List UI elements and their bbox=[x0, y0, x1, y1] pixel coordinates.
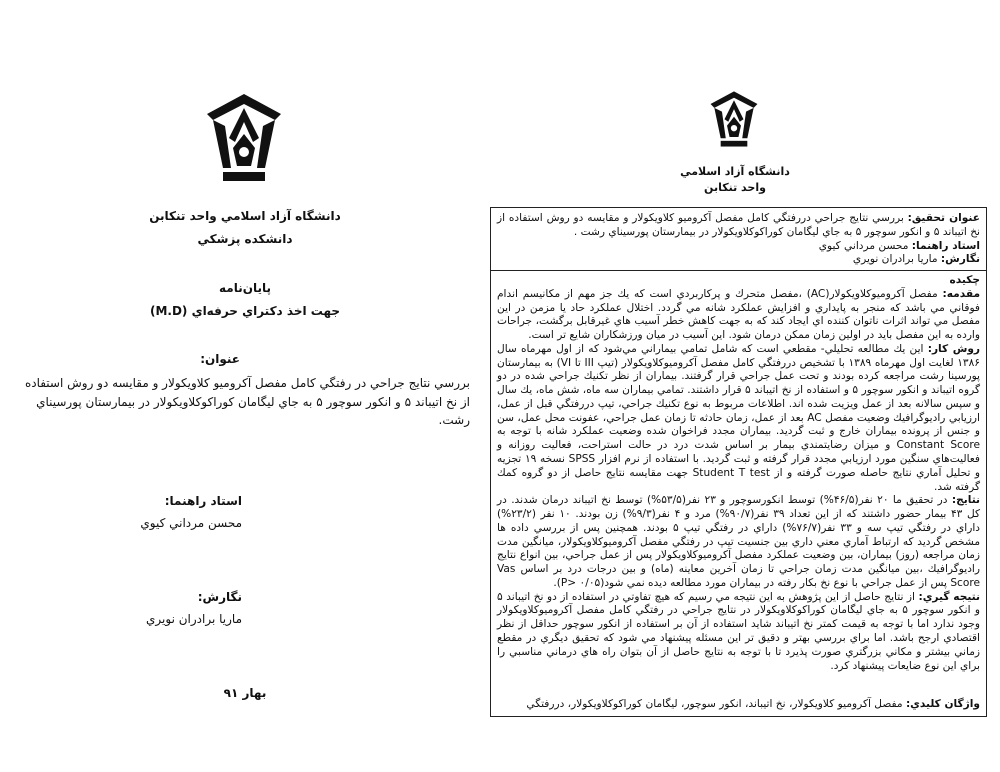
author-label: نگارش: bbox=[197, 590, 242, 604]
conclusion-label: نتيجه گيري: bbox=[918, 590, 980, 603]
thesis-cover-page bbox=[0, 0, 490, 772]
abstract-page bbox=[490, 0, 1000, 772]
abstract-conclusion bbox=[497, 591, 980, 674]
author-line bbox=[497, 253, 980, 267]
divider bbox=[491, 270, 986, 271]
method-text: اين يك مطالعه تحليلي- مقطعي است كه شامل تمامي بيماراني مي‌شود كه از اول مهرماه سال ۱۳۸۶ لغايت اول مهرماه ۱۳۸۹ با تشخيص دررفتگي كامل مفصل آكروميوكلاويكولار (تيپ III تا VI) به بيمارستان پورسينا رشت مراجعه كرده بودند و تحت عمل جراحي قرار گرفتند. بيماران از نظر تكنيك جراحي شده در دو گروه اتيباند و انكور سوچور ۵ و استفاده از نخ اتيباند ۵ قرار داشتند. تمامي بيماران سه ماه، شش ماه، يك سال و سپس سالانه بعد از عمل ويزيت شده اند. اطلاعات مربوط به نوع تكنيك جراحي، تيپ دررفتگي قبل از عمل، ارزيابي راديوگرافيك وضعيت مفصل AC بعد از عمل، زمان حادثه تا زمان عمل جراحي، عفونت محل عمل، سن و جنس از پرونده بيماران خارج و ثبت گرديد. بيماران مجدد فراخوان شده وضعيت عملكرد شانه با توجه به Constant Score و ميزان رضايتمندي بيمار بر اساس شدت درد در حالت استراحت، فعاليت روزانه و فعاليت‌هاي سنگين مورد ارزيابي مجدد قرار گرفته و ثبت گرديد. با استفاده از نرم افزار SPSS نسخه ۱۹ تجزيه و تحليل آماري نتايج حاصله صورت گرفته و از Student T test جهت مقايسه نتايج حاصل از دو گروه كمك گرفته شد. bbox=[497, 342, 980, 493]
university-logo bbox=[203, 86, 285, 186]
abstract-intro bbox=[497, 288, 980, 343]
thesis-date: بهار ۹۱ bbox=[223, 686, 267, 700]
research-title-label: عنوان تحقيق: bbox=[907, 212, 980, 224]
advisor-name: محسن مرداني كيوي bbox=[140, 516, 242, 530]
intro-label: مقدمه: bbox=[942, 287, 981, 300]
title-label: عنوان: bbox=[200, 352, 240, 366]
thesis-label: پايان‌نامه bbox=[219, 281, 271, 295]
branch-name: واحد تنكابن bbox=[704, 181, 766, 194]
research-title bbox=[497, 212, 980, 240]
keywords-label: واژگان كليدي: bbox=[905, 698, 980, 711]
abstract-box bbox=[490, 207, 987, 717]
keywords-line bbox=[497, 698, 980, 712]
author-name: ماريا برادران نويري bbox=[852, 253, 938, 266]
thesis-title: بررسي نتايج جراحي در رفتگي كامل مفصل آكروميو كلاويكولار و مقايسه دو روش استفاده از نخ اتيباند ۵ و انكور سوچور ۵ به جاي ليگامان كوراكوكلاويكولار در بيمارستان پورسيناي رشت. bbox=[24, 376, 470, 428]
author-label: نگارش: bbox=[940, 253, 980, 266]
results-text: در تحقيق ما ۲۰ نفر(۴۶/۵%) توسط انكورسوچور و ۲۳ نفر(۵۳/۵%) توسط نخ اتيباند درمان شدند. در كل ۴۳ بيمار حضور داشتند كه از اين تعداد ۳۹ نفر(۹۰/۷%) مرد و ۴ نفر(۹/۳%) زن بودند. ۱۰ نفر (۲۳/۲%) داراي در رفتگي تيپ سه و ۳۳ نفر(۷۶/۷%) داراي در رفتگي تيپ ۵ بودند. همچنين پس از بررسي داده ها مشخص گرديد كه ارتباط آماري معني داري بين جنسيت تيپ در رفتگي مفصل آكروميوكلاويكولار، ميانگين مدت زمان مراجعه (روز) بيماران، بين وضعيت عملكرد مفصل آكروميوكلاويكولار پس از عمل جراحي، بين انواع نتايج راديوگرافيك ،بين ميانگين مدت زمان جراحي تا زمان آخرين معاينه (ماه) و بين درجات درد بر اساس Vas Score پس از عمل جراحي با نوع نخ بكار رفته در بيماران مورد مطالعه ديده نمي شود(P> ۰/۰۵). bbox=[497, 494, 981, 589]
advisor-label: استاد راهنما: bbox=[164, 494, 242, 508]
advisor-name: محسن مرداني كيوي bbox=[818, 239, 909, 252]
degree-text: جهت اخذ دكتراي حرفه‌اي (M.D) bbox=[149, 304, 341, 318]
university-name: دانشگاه آزاد اسلامي واحد تنكابن bbox=[149, 209, 341, 223]
abstract-results bbox=[497, 494, 980, 590]
university-logo bbox=[708, 86, 760, 150]
keywords-text: مفصل آكروميو كلاويكولار، نخ اتيباند، انكور سوچور، ليگامان كوراكوكلاويكولار، دررفتگي bbox=[526, 698, 903, 711]
author-name: ماريا برادران نويري bbox=[146, 612, 242, 626]
university-name: دانشگاه آزاد اسلامي bbox=[680, 165, 790, 178]
abstract-heading: چكيده bbox=[949, 274, 980, 287]
abstract-method bbox=[497, 343, 980, 494]
advisor-label: استاد راهنما: bbox=[911, 239, 980, 252]
method-label: روش كار: bbox=[927, 342, 981, 355]
results-label: نتايج: bbox=[951, 494, 981, 507]
faculty-name: دانشكده پزشكي bbox=[197, 232, 293, 246]
research-title-text: بررسي نتايج جراحي دررفتگي كامل مفصل آكروميو كلاويكولار و مقايسه دو روش استفاده از نخ اتيباند ۵ و انكور سوچور ۵ به جاي ليگامان كوراكوكلاويكولار در بيمارستان پورسيناي رشت . bbox=[497, 212, 980, 238]
conclusion-text: از نتايج حاصل از اين پژوهش به اين نتيجه مي رسيم كه هيچ تفاوتي در استفاده از دو نخ اتيباند ۵ و انكور سوچور ۵ به جاي ليگامان كوراكوكلاويكولار در نتايج جراحي در رفتگي كامل مفصل آكروميوكلاويكولار وجود ندارد اما با توجه به قيمت كمتر نخ اتيباند شايد استفاده از آن بر استفاده از انكور سوچور حداقل از نظر اقتصادي ارجح باشد. اما براي بررسي بهتر و دقيق تر اين مسئله پيشنهاد مي شود كه تحقيق ديگري در مقطع زماني بيشتر و مكاني بزرگتري صورت پذيرد تا با توجه به نتايج حاصل از آن بتوان راه هاي درماني مناسبي را براي اين نوع ضايعات پيشنهاد كرد. bbox=[497, 590, 980, 672]
advisor-line bbox=[497, 240, 980, 254]
intro-text: مفصل آكروميوكلاويكولار(AC) ،مفصل متحرك و پركاربردي است كه يك جز مهم از مكانيسم اندام فوقاني مي باشد كه منجر به پايداري و افزايش عملكرد شانه مي گردد. اختلال عملكرد حاد يا مزمن در اين مفصل مي تواند اثرات ناتوان كننده اي ايجاد كند كه به جهت كاهش خطر آسيب هاي غيرقابل برگشت، جراحات وارده به اين مفصل بايد در اولين زمان ممكن درمان شود. اين آسيب در ميان ورزشكاران شايع تر است. bbox=[497, 287, 980, 342]
